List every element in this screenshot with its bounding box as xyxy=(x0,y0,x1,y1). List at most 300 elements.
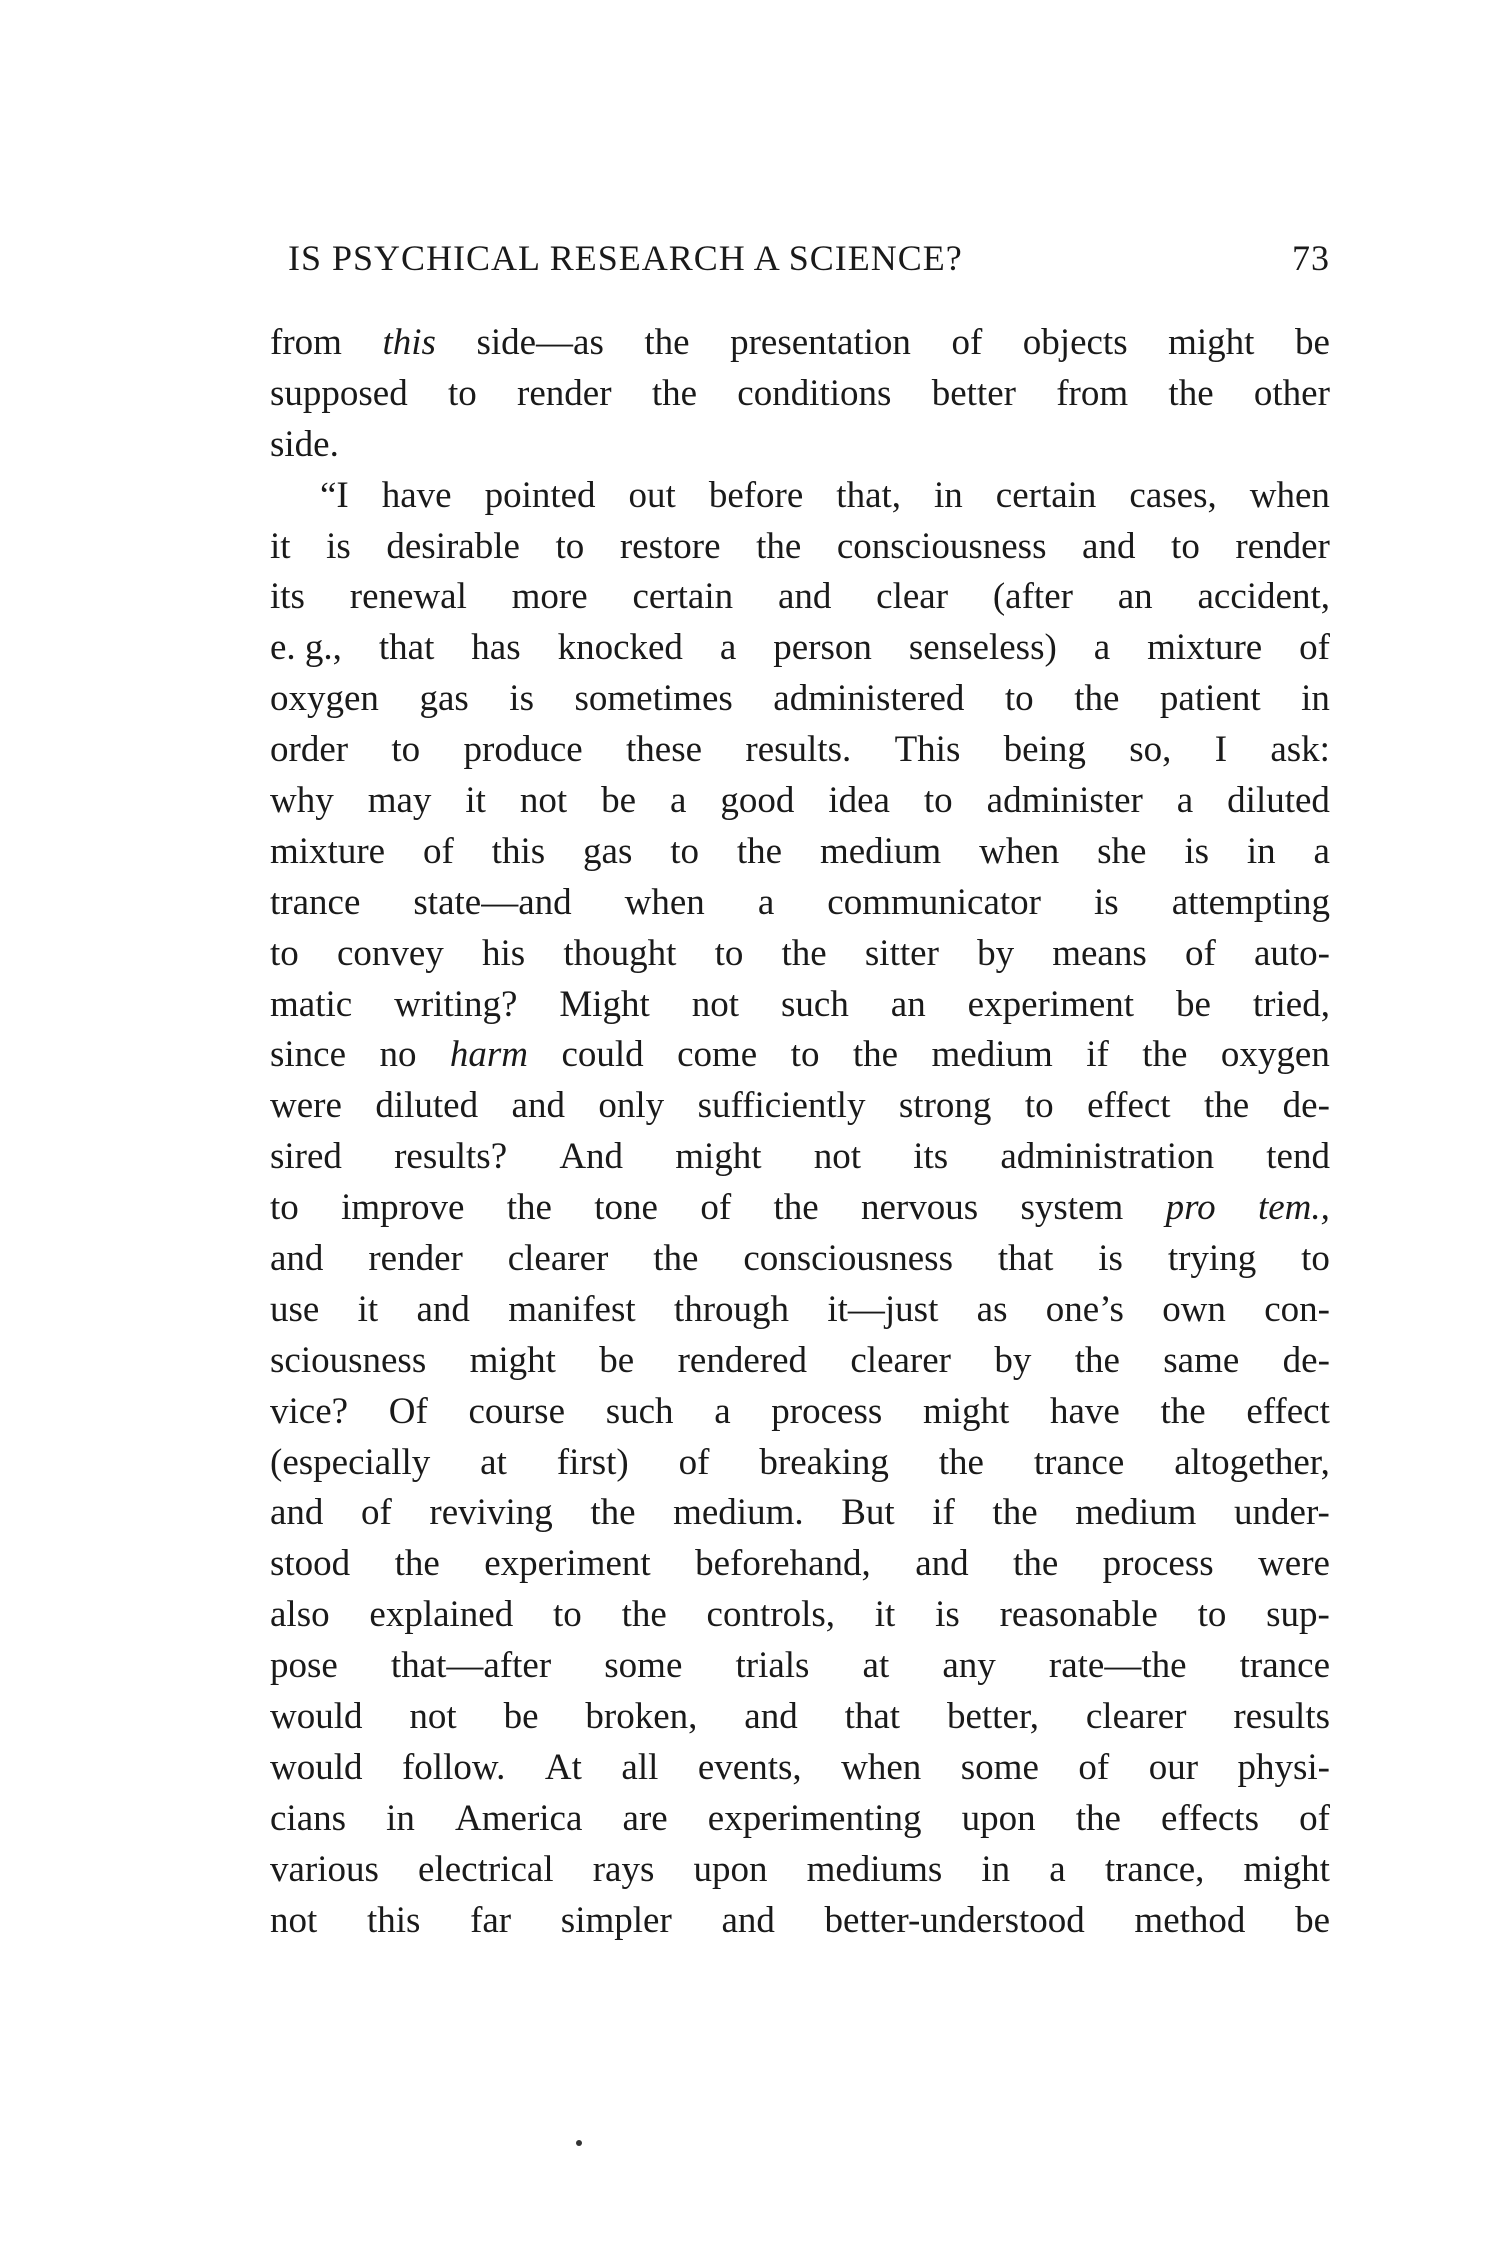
word: first) xyxy=(556,1441,629,1483)
word: some xyxy=(960,1746,1039,1788)
word: come xyxy=(677,1034,758,1076)
word: mediums xyxy=(806,1848,943,1890)
word: if xyxy=(1086,1034,1109,1076)
word: to xyxy=(270,932,299,974)
word: were xyxy=(1258,1543,1330,1585)
word: the xyxy=(736,830,783,872)
word: a xyxy=(757,881,775,923)
word: in xyxy=(1301,678,1330,720)
word: she xyxy=(1097,830,1147,872)
word: America xyxy=(455,1797,583,1839)
italic-word: harm xyxy=(449,1034,529,1076)
word: if xyxy=(932,1492,955,1534)
word: all xyxy=(621,1746,659,1788)
word: be xyxy=(503,1696,539,1738)
word: such xyxy=(605,1390,674,1432)
word: conditions xyxy=(737,372,892,414)
word: to xyxy=(1024,1085,1054,1127)
word: may xyxy=(367,780,432,822)
word: one’s xyxy=(1045,1288,1124,1330)
word: vice? xyxy=(270,1390,349,1432)
word: writing? xyxy=(394,983,518,1025)
word: the xyxy=(1074,1339,1120,1381)
word: when xyxy=(624,881,705,923)
text-line xyxy=(270,1132,1330,1183)
text-line xyxy=(270,572,1330,623)
text-line xyxy=(270,1030,1330,1081)
word: tone xyxy=(594,1187,658,1229)
word: de- xyxy=(1282,1339,1330,1381)
word: when xyxy=(979,830,1060,872)
word: render xyxy=(517,372,612,414)
word: certain xyxy=(632,576,734,618)
text-line xyxy=(270,1641,1330,1692)
running-head-title: IS PSYCHICAL RESEARCH A SCIENCE? xyxy=(288,238,963,278)
word: senseless) xyxy=(908,627,1057,669)
text-line xyxy=(270,1234,1330,1285)
word: to xyxy=(555,525,585,567)
word: not xyxy=(691,983,740,1025)
word: is xyxy=(326,525,351,567)
word: to xyxy=(790,1034,820,1076)
word: the xyxy=(781,932,827,974)
word: sometimes xyxy=(574,678,733,720)
word: (after xyxy=(992,576,1073,618)
word: is xyxy=(1184,830,1210,872)
word: the xyxy=(1074,678,1120,720)
word: better xyxy=(931,372,1016,414)
word: has xyxy=(471,627,521,669)
text-line xyxy=(270,674,1330,725)
word: its xyxy=(270,576,305,618)
word: trance, xyxy=(1104,1848,1205,1890)
page-number: 73 xyxy=(1292,238,1330,278)
word: render xyxy=(1235,525,1330,567)
word: the xyxy=(621,1594,667,1636)
word: side. xyxy=(270,423,339,465)
word: controls, xyxy=(706,1594,835,1636)
word: (especially xyxy=(270,1441,431,1483)
word: to xyxy=(923,780,953,822)
word: trying xyxy=(1167,1238,1257,1280)
word: trials xyxy=(735,1645,810,1687)
text-line xyxy=(270,725,1330,776)
text-line xyxy=(270,1590,1330,1641)
word: gas xyxy=(583,830,633,872)
word: rate—the xyxy=(1048,1645,1187,1687)
word: some xyxy=(604,1645,683,1687)
word: of xyxy=(1299,1797,1330,1839)
word: the xyxy=(938,1441,984,1483)
word: be xyxy=(1176,983,1211,1025)
word: of xyxy=(1078,1746,1110,1788)
word: a xyxy=(714,1390,731,1432)
word: trance xyxy=(270,881,361,923)
text-line xyxy=(270,1183,1330,1234)
word: side—as xyxy=(476,322,604,363)
text-line xyxy=(270,1845,1330,1896)
word: administered xyxy=(773,678,965,720)
word: method xyxy=(1134,1899,1246,1941)
word: the xyxy=(644,322,690,363)
italic-word: this xyxy=(382,322,436,363)
word: to xyxy=(448,372,477,414)
word: the xyxy=(756,525,802,567)
word: it xyxy=(357,1288,379,1330)
word: have xyxy=(381,474,452,516)
word: I xyxy=(1214,729,1228,771)
word: altogether, xyxy=(1174,1441,1330,1483)
word: pointed xyxy=(484,474,596,516)
word: a xyxy=(1093,627,1111,669)
word: gas xyxy=(419,678,469,720)
word: to xyxy=(1301,1238,1330,1280)
word: auto- xyxy=(1253,932,1330,974)
word: same xyxy=(1163,1339,1240,1381)
word: pose xyxy=(270,1645,338,1687)
word: be xyxy=(599,1339,635,1381)
word: the xyxy=(653,1238,699,1280)
word: of xyxy=(951,322,983,363)
word: the xyxy=(394,1543,440,1585)
word: attempting xyxy=(1171,881,1330,923)
word: might xyxy=(469,1339,556,1381)
word: oxygen xyxy=(1220,1034,1330,1076)
word: presentation xyxy=(730,322,911,363)
word: trance xyxy=(1033,1441,1125,1483)
word: to xyxy=(391,729,421,771)
word: rendered xyxy=(677,1339,808,1381)
text-line xyxy=(270,776,1330,827)
word: desirable xyxy=(386,525,520,567)
word: in xyxy=(934,474,963,516)
word: be xyxy=(601,780,637,822)
word: is xyxy=(509,678,534,720)
word: be xyxy=(1295,1899,1330,1941)
word: that xyxy=(378,627,435,669)
word: de- xyxy=(1282,1085,1330,1127)
text-line xyxy=(270,929,1330,980)
word: and xyxy=(1082,525,1136,567)
text-line xyxy=(270,1488,1330,1539)
word: medium xyxy=(931,1034,1053,1076)
word: this xyxy=(366,1899,421,1941)
word: a xyxy=(669,780,687,822)
word: the xyxy=(1160,1390,1206,1432)
text-line xyxy=(270,318,1330,369)
word: of xyxy=(422,830,454,872)
word: when xyxy=(1249,474,1330,516)
word: And xyxy=(559,1136,624,1178)
text-line xyxy=(270,1387,1330,1438)
word: follow. xyxy=(401,1746,506,1788)
word: to xyxy=(1171,525,1200,567)
word: any xyxy=(942,1645,996,1687)
word: the xyxy=(1013,1543,1059,1585)
word: from xyxy=(1056,372,1129,414)
word: a xyxy=(1049,1848,1066,1890)
word: might xyxy=(1168,322,1255,363)
text-line xyxy=(270,1539,1330,1590)
word: at xyxy=(480,1441,507,1483)
word: in xyxy=(1246,830,1276,872)
word: nervous xyxy=(861,1187,979,1229)
word: an xyxy=(890,983,926,1025)
word: the xyxy=(1204,1085,1250,1127)
word: own xyxy=(1162,1288,1226,1330)
word: the xyxy=(506,1187,552,1229)
word: to xyxy=(270,1187,299,1229)
word: process xyxy=(771,1390,883,1432)
word: would xyxy=(270,1746,363,1788)
word: why xyxy=(270,780,334,822)
text-line xyxy=(270,1794,1330,1845)
word: clearer xyxy=(850,1339,951,1381)
word: administration xyxy=(1000,1136,1215,1178)
word: the xyxy=(992,1492,1038,1534)
word: events, xyxy=(697,1746,802,1788)
text-line xyxy=(270,878,1330,929)
word: certain xyxy=(995,474,1097,516)
word: a xyxy=(719,627,737,669)
word: rays xyxy=(592,1848,655,1890)
word: no xyxy=(379,1034,417,1076)
word: process xyxy=(1102,1543,1214,1585)
word: and xyxy=(744,1696,798,1738)
text-line xyxy=(270,1896,1330,1947)
word: “I xyxy=(320,474,349,516)
word: Might xyxy=(559,983,650,1025)
word: order xyxy=(270,729,349,771)
word: diluted xyxy=(1227,780,1330,822)
word: the xyxy=(773,1187,819,1229)
word: before xyxy=(708,474,804,516)
word: not xyxy=(409,1696,457,1738)
word: explained xyxy=(369,1594,514,1636)
italic-word: pro xyxy=(1165,1187,1216,1229)
word: when xyxy=(841,1746,922,1788)
word: in xyxy=(981,1848,1011,1890)
text-line xyxy=(270,420,1330,471)
word: reviving xyxy=(429,1492,553,1534)
word: trance xyxy=(1239,1645,1330,1687)
word: convey xyxy=(336,932,444,974)
word: simpler xyxy=(560,1899,672,1941)
word: of xyxy=(1299,627,1330,669)
word: is xyxy=(1098,1238,1123,1280)
word: render xyxy=(368,1238,463,1280)
text-line xyxy=(270,623,1330,674)
word: medium. xyxy=(673,1492,804,1534)
running-head xyxy=(270,228,1330,288)
word: e. g., xyxy=(270,627,342,669)
word: would xyxy=(270,1696,363,1738)
word: better-understood xyxy=(824,1899,1085,1941)
word: consciousness xyxy=(836,525,1047,567)
word: and xyxy=(915,1543,969,1585)
text-line xyxy=(270,980,1330,1031)
word: physi- xyxy=(1237,1746,1330,1788)
word: Of xyxy=(388,1390,428,1432)
word: out xyxy=(628,474,676,516)
word: supposed xyxy=(270,372,408,414)
text-line xyxy=(270,1692,1330,1743)
word: effect xyxy=(1246,1390,1330,1432)
word: objects xyxy=(1022,322,1128,363)
word: by xyxy=(994,1339,1032,1381)
word: thought xyxy=(563,932,677,974)
word: of xyxy=(678,1441,710,1483)
word: idea xyxy=(828,780,890,822)
word: it xyxy=(465,780,486,822)
word: not xyxy=(813,1136,862,1178)
word: broken, xyxy=(585,1696,698,1738)
word: the xyxy=(1142,1034,1188,1076)
word: medium xyxy=(819,830,942,872)
word: are xyxy=(622,1797,668,1839)
word: matic xyxy=(270,983,353,1025)
text-line xyxy=(270,369,1330,420)
word: results? xyxy=(394,1136,508,1178)
word: medium xyxy=(1075,1492,1197,1534)
word: sitter xyxy=(864,932,939,974)
word: were xyxy=(270,1085,342,1127)
word: improve xyxy=(341,1187,465,1229)
word: better, xyxy=(946,1696,1039,1738)
word: electrical xyxy=(418,1848,554,1890)
word: stood xyxy=(270,1543,351,1585)
word: to xyxy=(553,1594,582,1636)
word: since xyxy=(270,1034,347,1076)
word: means xyxy=(1052,932,1147,974)
word: tend xyxy=(1266,1136,1330,1178)
word: patient xyxy=(1159,678,1261,720)
word: the xyxy=(651,372,698,414)
word: and xyxy=(416,1288,470,1330)
word: clear xyxy=(876,576,949,618)
word: renewal xyxy=(349,576,467,618)
word: effect xyxy=(1087,1085,1171,1127)
word: and xyxy=(777,576,832,618)
word: its xyxy=(913,1136,949,1178)
word: an xyxy=(1117,576,1153,618)
word: not xyxy=(270,1899,318,1941)
word: be xyxy=(1294,322,1330,363)
text-line xyxy=(270,1438,1330,1489)
word: and xyxy=(270,1238,324,1280)
word: of xyxy=(361,1492,392,1534)
word: experiment xyxy=(484,1543,651,1585)
word: breaking xyxy=(759,1441,889,1483)
word: course xyxy=(468,1390,566,1432)
word: more xyxy=(511,576,588,618)
word: cases, xyxy=(1129,474,1217,516)
text-line xyxy=(270,471,1330,522)
word: a xyxy=(1176,780,1194,822)
word: also xyxy=(270,1594,330,1636)
word: a xyxy=(1313,830,1330,872)
word: the xyxy=(852,1034,899,1076)
word: use xyxy=(270,1288,320,1330)
word: clearer xyxy=(1085,1696,1187,1738)
word: could xyxy=(561,1034,644,1076)
word: clearer xyxy=(507,1238,609,1280)
word: results xyxy=(1233,1696,1330,1738)
word: the xyxy=(1168,372,1214,414)
word: is xyxy=(935,1594,960,1636)
word: and xyxy=(270,1492,324,1534)
word: as xyxy=(976,1288,1008,1330)
italic-word: tem., xyxy=(1257,1187,1330,1229)
word: other xyxy=(1253,372,1330,414)
word: strong xyxy=(898,1085,992,1127)
word: only xyxy=(598,1085,665,1127)
word: being xyxy=(1003,729,1086,771)
text-line xyxy=(270,1743,1330,1794)
word: experiment xyxy=(967,983,1135,1025)
word: consciousness xyxy=(743,1238,953,1280)
word: of xyxy=(1184,932,1216,974)
text-line xyxy=(270,1081,1330,1132)
word: This xyxy=(894,729,961,771)
text-line xyxy=(270,1285,1330,1336)
word: such xyxy=(781,983,849,1025)
word: diluted xyxy=(375,1085,479,1127)
text-line xyxy=(270,1336,1330,1387)
word: At xyxy=(544,1746,582,1788)
body-text xyxy=(270,318,1330,1947)
word: reasonable xyxy=(999,1594,1158,1636)
word: his xyxy=(481,932,526,974)
word: sired xyxy=(270,1136,342,1178)
word: cians xyxy=(270,1797,347,1839)
word: results. xyxy=(745,729,852,771)
word: upon xyxy=(693,1848,768,1890)
word: sufficiently xyxy=(697,1085,866,1127)
word: under- xyxy=(1234,1492,1330,1534)
word: system xyxy=(1020,1187,1124,1229)
word: might xyxy=(922,1390,1010,1432)
word: of xyxy=(700,1187,732,1229)
word: tried, xyxy=(1252,983,1330,1025)
word: administer xyxy=(986,780,1143,822)
word: and xyxy=(511,1085,565,1127)
word: con- xyxy=(1264,1288,1330,1330)
word: that, xyxy=(836,474,902,516)
word: these xyxy=(626,729,703,771)
word: it xyxy=(874,1594,896,1636)
word: that xyxy=(844,1696,901,1738)
word: But xyxy=(841,1492,895,1534)
word: to xyxy=(1004,678,1034,720)
word: it—just xyxy=(827,1288,939,1330)
word: might xyxy=(675,1136,762,1178)
word: experimenting xyxy=(707,1797,922,1839)
word: manifest xyxy=(508,1288,636,1330)
word: mixture xyxy=(270,830,386,872)
word: that xyxy=(997,1238,1054,1280)
word: ask: xyxy=(1270,729,1330,771)
word: our xyxy=(1148,1746,1199,1788)
word: that—after xyxy=(390,1645,552,1687)
text-line xyxy=(270,522,1330,573)
word: far xyxy=(470,1899,512,1941)
word: to xyxy=(670,830,699,872)
word: it xyxy=(270,525,291,567)
text-line xyxy=(270,827,1330,878)
word: through xyxy=(673,1288,790,1330)
word: produce xyxy=(463,729,583,771)
